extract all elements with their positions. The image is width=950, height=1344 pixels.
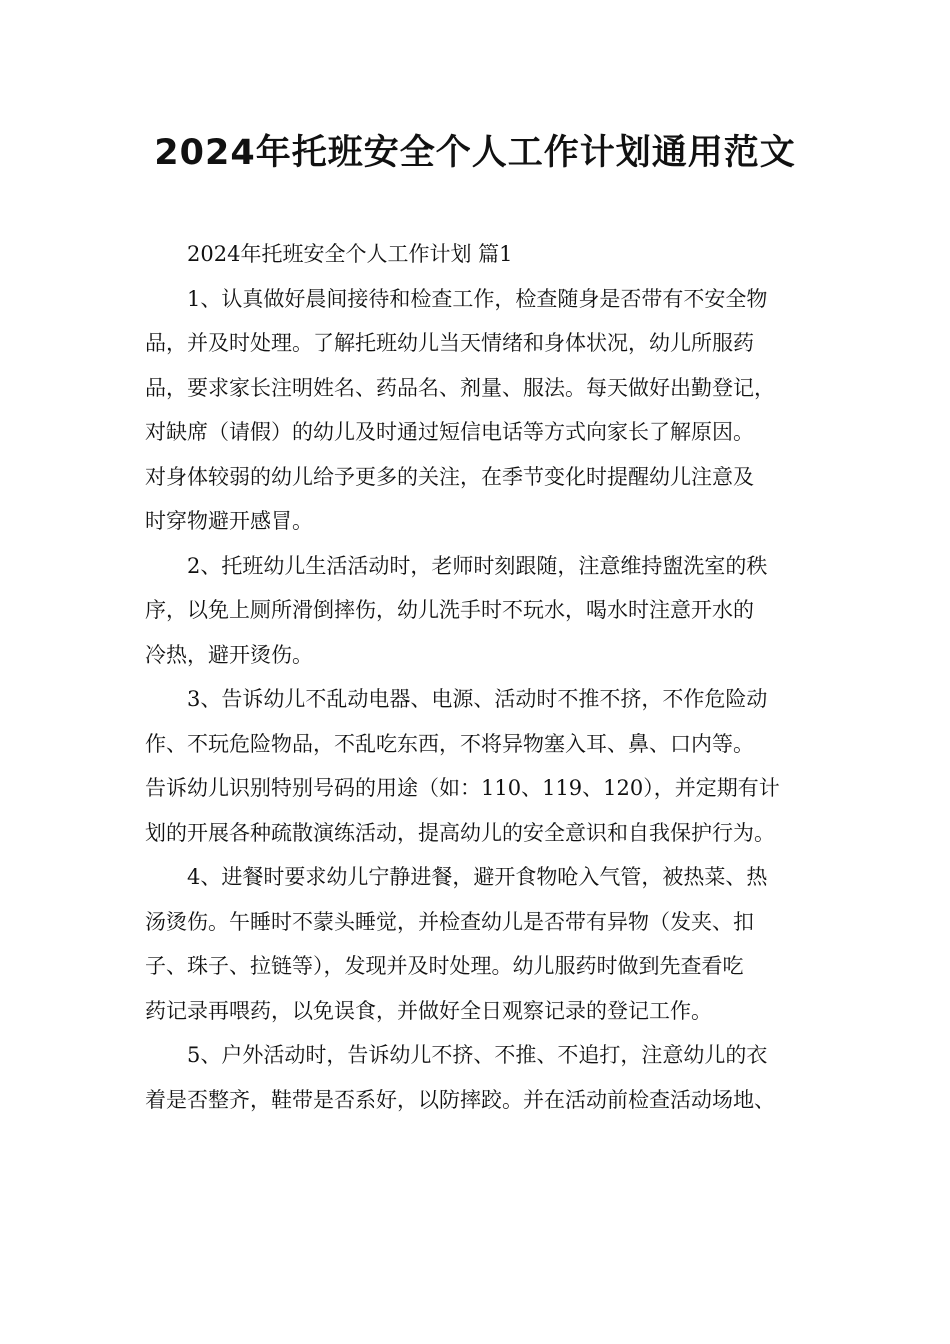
document-title: 2024年托班安全个人工作计划通用范文 xyxy=(154,133,796,173)
paragraph-line: 告诉幼儿识别特别号码的用途（如：110、119、120），并定期有计 xyxy=(145,776,780,800)
paragraph-line: 4、进餐时要求幼儿宁静进餐，避开食物呛入气管，被热菜、热 xyxy=(187,865,768,889)
paragraph-line: 品，并及时处理。了解托班幼儿当天情绪和身体状况，幼儿所服药 xyxy=(145,331,754,355)
paragraph-1 xyxy=(145,277,825,544)
paragraph-line: 序，以免上厕所滑倒摔伤，幼儿洗手时不玩水，喝水时注意开水的 xyxy=(145,598,754,622)
paragraph-line: 对身体较弱的幼儿给予更多的关注，在季节变化时提醒幼儿注意及 xyxy=(145,464,754,489)
paragraph-5 xyxy=(145,1033,825,1122)
paragraph-line: 2、托班幼儿生活活动时，老师时刻跟随，注意维持盥洗室的秩 xyxy=(187,553,768,578)
paragraph-line: 1、认真做好晨间接待和检查工作，检查随身是否带有不安全物 xyxy=(187,286,768,311)
document-body xyxy=(145,232,825,1122)
paragraph-line: 冷热，避开烫伤。 xyxy=(145,642,313,667)
paragraph-4 xyxy=(145,855,825,1033)
paragraph-line: 作、不玩危险物品，不乱吃东西，不将异物塞入耳、鼻、口内等。 xyxy=(145,731,754,756)
paragraph-line: 划的开展各种疏散演练活动，提高幼儿的安全意识和自我保护行为。 xyxy=(145,820,775,845)
paragraph-line: 药记录再喂药，以免误食，并做好全日观察记录的登记工作。 xyxy=(145,998,712,1023)
paragraph-line: 对缺席（请假）的幼儿及时通过短信电话等方式向家长了解原因。 xyxy=(145,420,754,444)
paragraph-line: 着是否整齐，鞋带是否系好，以防摔跤。并在活动前检查活动场地、 xyxy=(145,1087,775,1112)
paragraph-line: 3、告诉幼儿不乱动电器、电源、活动时不推不挤，不作危险动 xyxy=(187,687,768,711)
paragraph-line: 5、户外活动时，告诉幼儿不挤、不推、不追打，注意幼儿的衣 xyxy=(187,1043,768,1067)
paragraph-3 xyxy=(145,677,825,855)
paragraph-line: 汤烫伤。午睡时不蒙头睡觉，并检查幼儿是否带有异物（发夹、扣 xyxy=(145,909,754,934)
section-heading: 2024年托班安全个人工作计划 篇1 xyxy=(187,242,513,266)
paragraph-line: 品，要求家长注明姓名、药品名、剂量、服法。每天做好出勤登记， xyxy=(145,375,775,400)
paragraph-line: 时穿物避开感冒。 xyxy=(145,509,313,533)
paragraph-line: 子、珠子、拉链等），发现并及时处理。幼儿服药时做到先查看吃 xyxy=(145,954,744,978)
paragraph-2 xyxy=(145,544,825,678)
